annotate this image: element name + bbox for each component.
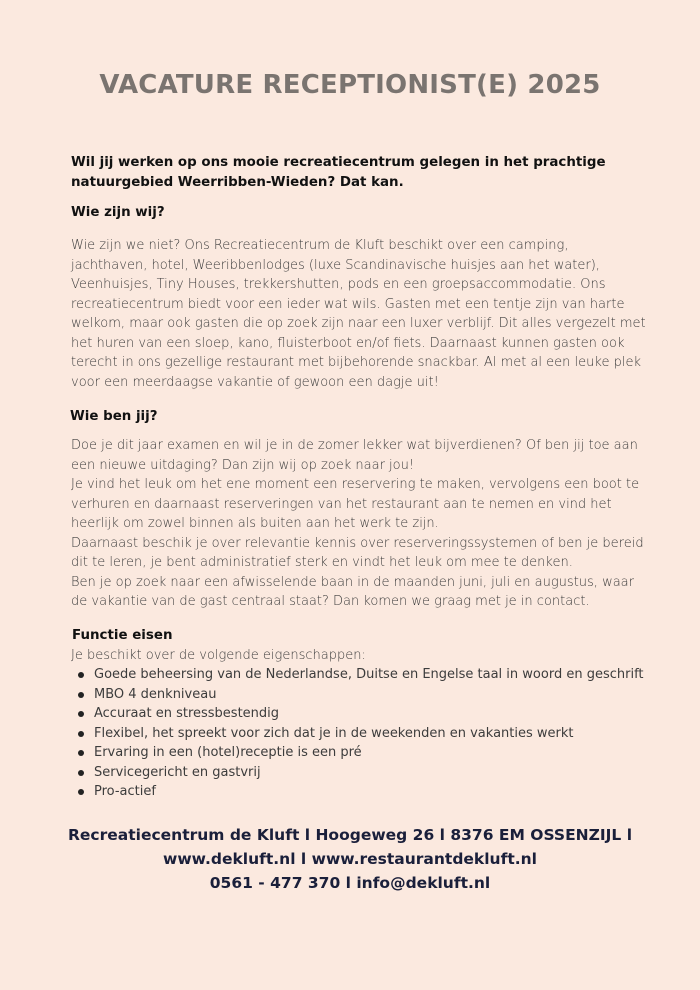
you-paragraphs [71,436,651,612]
bullet-icon [78,672,84,678]
list-item-text: Accuraat en stressbestendig [94,706,280,721]
list-item [72,782,662,802]
list-item [72,743,662,763]
list-item-text: Goede beheersing van de Nederlandse, Duitse en Engelse taal in woord en geschrift [94,667,644,682]
list-item [72,763,662,783]
list-item [72,685,662,705]
bullet-icon [78,750,84,756]
list-item-text: Pro-actief [94,784,156,799]
requirements-lead [71,646,651,666]
bullet-icon [78,770,84,776]
list-item-text: Servicegericht en gastvrij [94,764,261,780]
you-paragraph-4: Ben je op zoek naar een afwisselende baan in de maanden juni, juli en augustus, waar de vakantie van de gast centraal staat? Dan komen we graag met je in contact. [71,574,634,609]
list-item [72,665,662,685]
section-heading-you: Wie ben jij? [70,409,158,424]
bullet-icon [78,711,84,717]
section-heading-requirements: Functie eisen [72,628,173,643]
list-item [72,704,662,724]
list-item-text: Ervaring in een (hotel)receptie is een pré [94,745,362,760]
footer-contact[interactable]: 0561 - 477 370 l info@dekluft.nl [209,874,491,892]
requirements-list [72,665,662,802]
intro-text: Wil jij werken op ons mooie recreatiecentrum gelegen in het prachtige natuurgebied Weerribben-Wieden? Dat kan. [71,155,606,190]
you-paragraph-1: Doe je dit jaar examen en wil je in de zomer lekker wat bijverdienen? Of ben jij toe aan een nieuwe uitdaging? Dan zijn wij op zoek naar jou! [71,438,638,473]
you-paragraph-3: Daarnaast beschik je over relevantie kennis over reserveringssystemen of ben je bereid dit te leren, je bent administratief sterk en vindt het leuk om mee te denken. [71,535,644,570]
bullet-icon [78,731,84,737]
about-text: Wie zijn we niet? Ons Recreatiecentrum de Kluft beschikt over een camping, jachthaven, hotel, Weeribbenlodges (luxe Scandinavische huisjes aan het water), Veenhuisjes, Tiny Houses, trekkershutten, pods en een groepsaccommodatie. Ons recreatiecentrum biedt voor een ieder wat wils. Gasten met een tentje zijn van harte welkom, maar ook gasten die op zoek zijn naar een luxer verblijf. Dit alles vergezelt met het huren van een sloep, kano, fluisterboot en/of fiets. Daarnaast kunnen gasten ook terecht in ons gezellige restaurant met bijbehorende snackbar. Al met al een leuke plek voor een meerdaagse vakantie of gewoon een dagje uit! [71,238,646,390]
bullet-icon [78,789,84,795]
list-item-text: MBO 4 denkniveau [94,686,217,702]
footer-websites[interactable]: www.dekluft.nl l www.restaurantdekluft.nl [163,850,537,868]
page-title: VACATURE RECEPTIONIST(E) 2025 [99,70,601,100]
bullet-icon [78,692,84,698]
list-item-text: Flexibel, het spreekt voor zich dat je in de weekenden en vakanties werkt [94,725,574,741]
you-paragraph-2: Je vind het leuk om het ene moment een reservering te maken, vervolgens een boot te verhuren en daarnaast reserveringen van het restaurant aan te nemen en vind het heerlijk om zowel binnen als buiten aan het werk te zijn. [71,477,640,531]
section-heading-about: Wie zijn wij? [71,205,165,220]
footer-address: Recreatiecentrum de Kluft l Hoogeweg 26 l 8376 EM OSSENZIJL l [67,826,633,844]
list-item [72,724,662,744]
about-paragraph [71,236,646,392]
contact-footer [0,823,700,895]
requirements-lead-text: Je beschikt over de volgende eigenschappen: [71,648,366,663]
